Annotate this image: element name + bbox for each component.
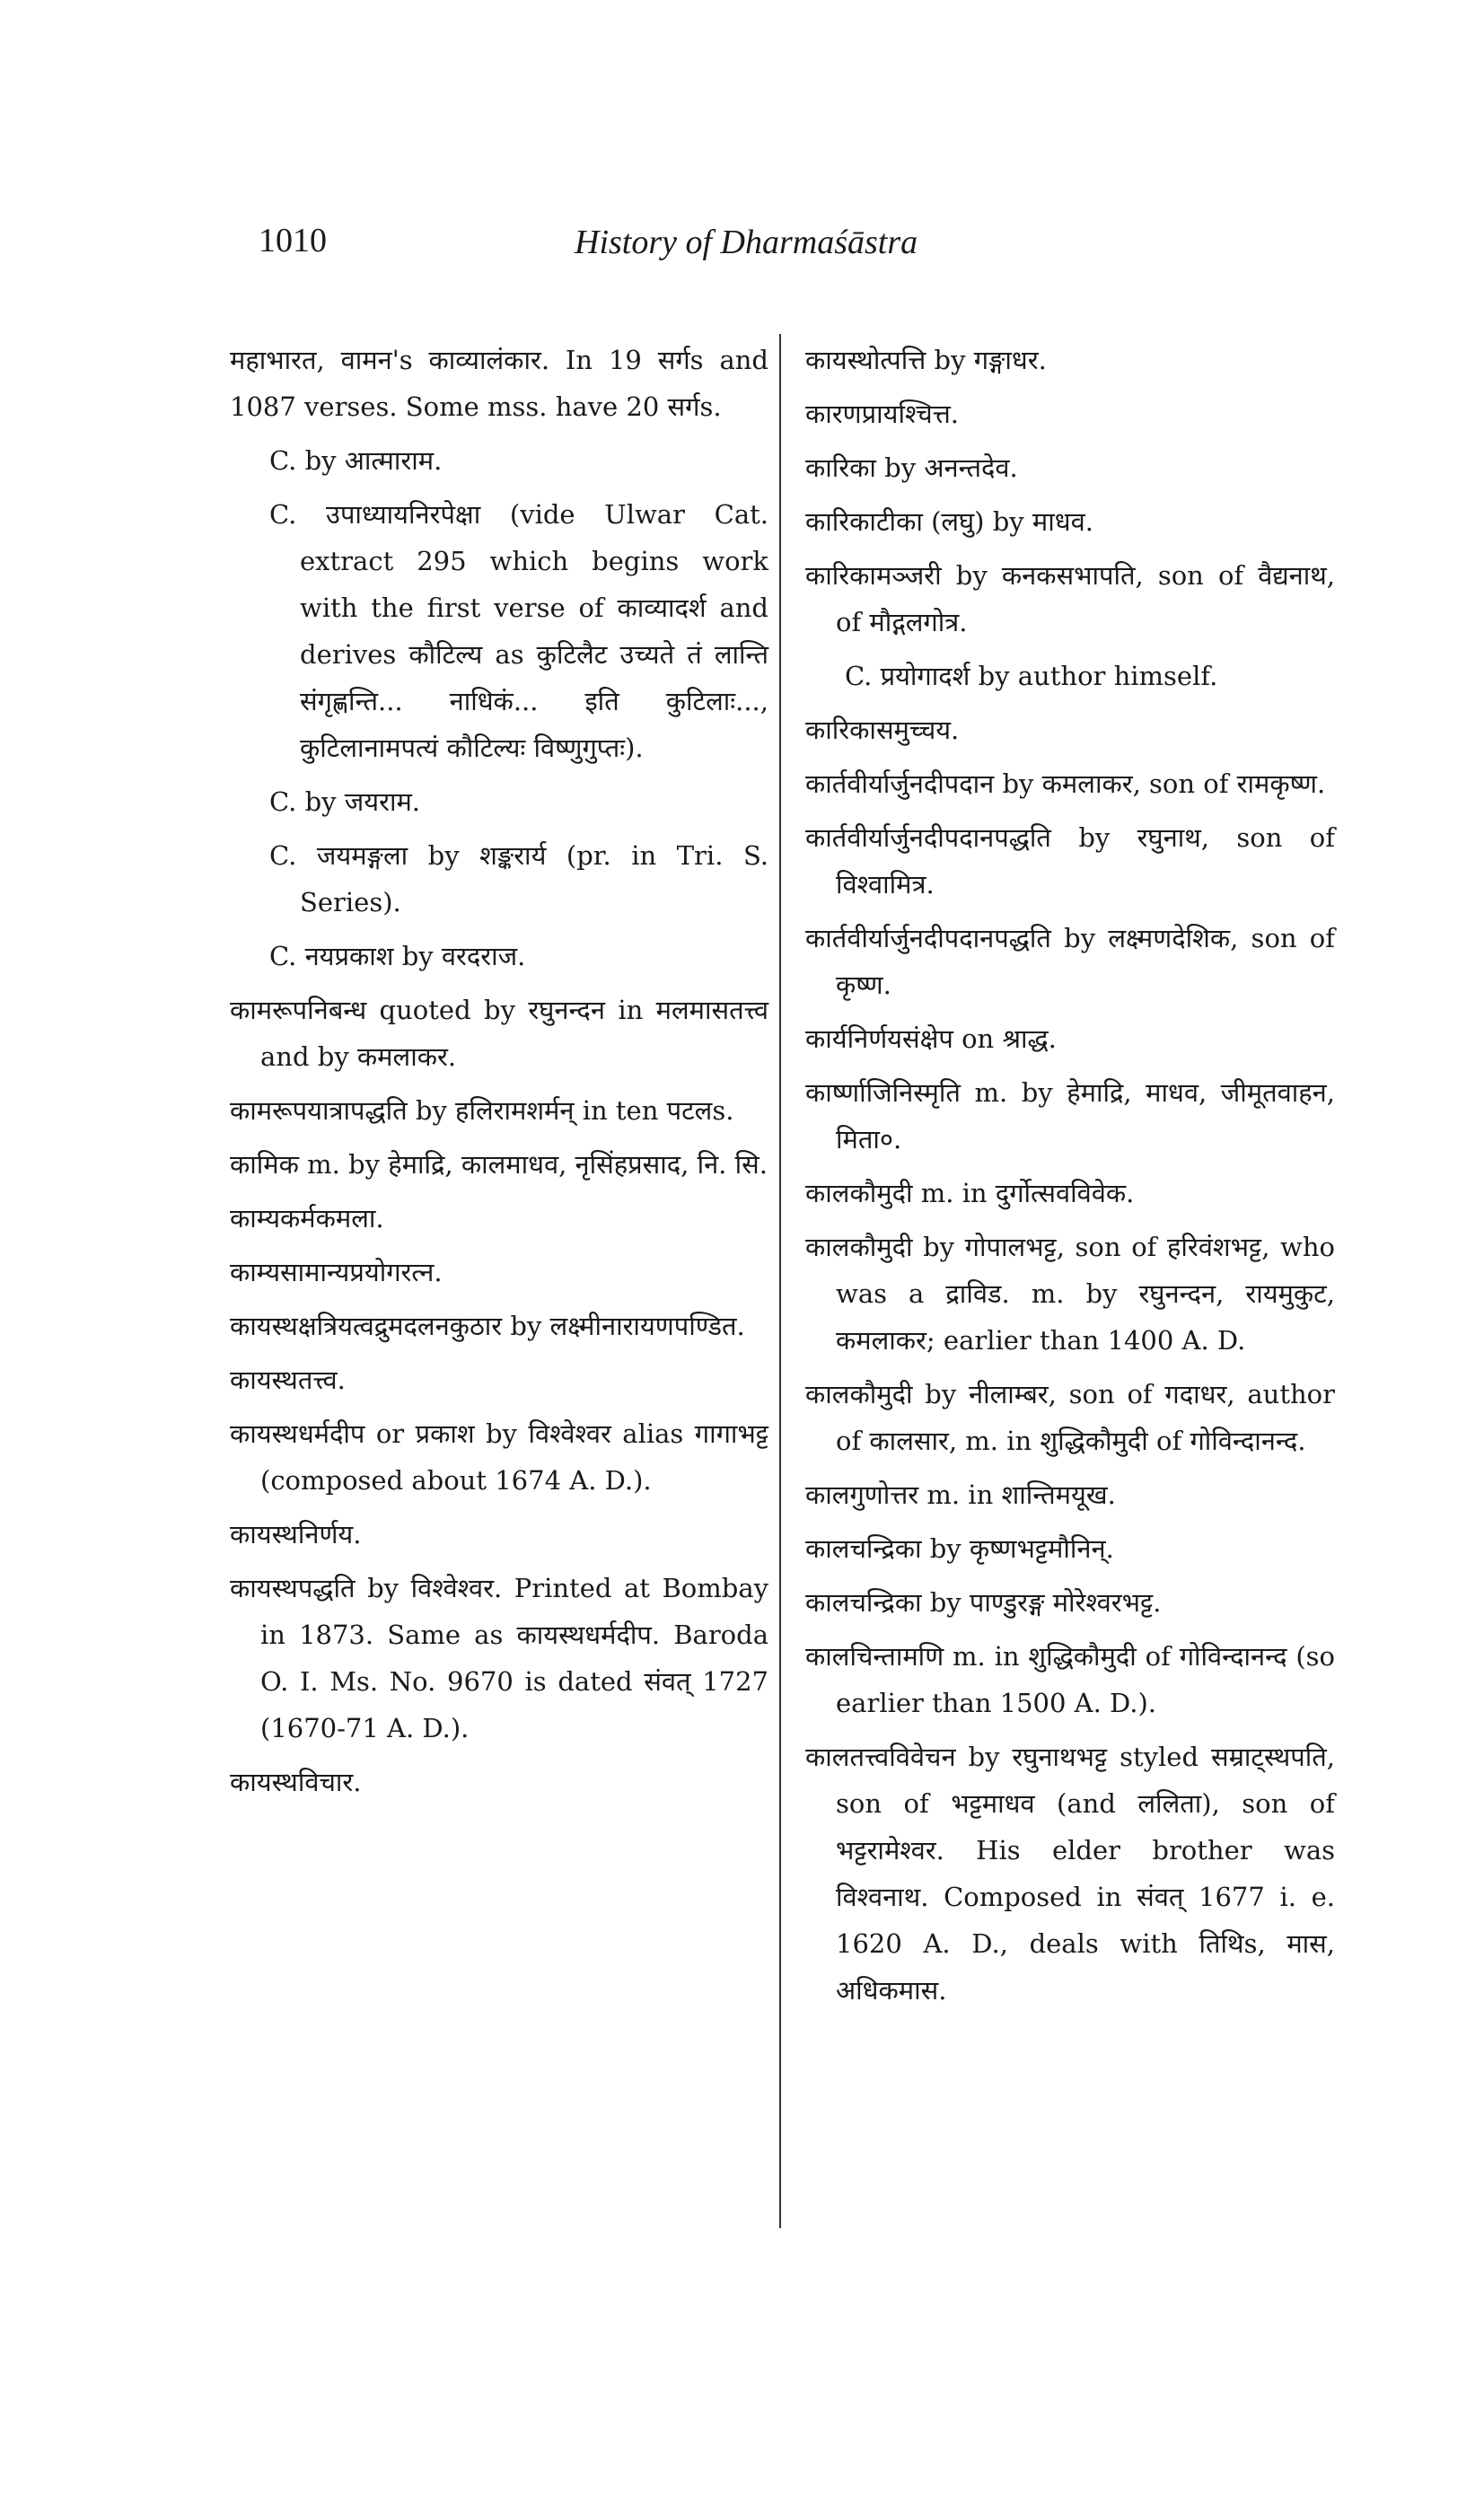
index-entry: कार्तवीर्यार्जुनदीपदानपद्धति by रघुनाथ, son of विश्वामित्र. — [805, 822, 1335, 900]
index-entry: कार्ष्णाजिनिस्मृति m. by हेमाद्रि, माधव, जीमूतवाहन, मिता०. — [805, 1077, 1335, 1154]
index-entry: कार्तवीर्यार्जुनदीपदान by कमलाकर, son of रामकृष्ण. — [805, 768, 1326, 799]
index-entry: कायस्थपद्धति by विश्वेश्वर. Printed at Bombay in 1873. Same as कायस्थधर्मदीप. Baroda O. I. Ms. No. 9670 is dated संवत् 1727 (1670-71 A. D.). — [230, 1573, 768, 1743]
column-divider — [779, 334, 781, 2228]
index-entry: कामिक m. by हेमाद्रि, कालमाधव, नृसिंहप्रसाद, नि. सि. — [230, 1149, 768, 1180]
running-title: History of Dharmaśāstra — [575, 224, 918, 261]
index-entry: कार्यनिर्णयसंक्षेप on श्राद्ध. — [805, 1023, 1057, 1054]
index-entry: कालचन्द्रिका by पाण्डुरङ्ग मोरेश्वरभट्ट. — [805, 1587, 1162, 1618]
commentary-entry: C. प्रयोगादर्श by author himself. — [845, 661, 1218, 691]
commentary-entry: C. by आत्माराम. — [269, 445, 443, 476]
index-entry: कारिकाटीका (लघु) by माधव. — [805, 506, 1093, 537]
commentary-entry: C. नयप्रकाश by वरदराज. — [269, 941, 526, 971]
index-entry: कालकौमुदी by नीलाम्बर, son of गदाधर, author of कालसार, m. in शुद्धिकौमुदी of गोविन्दानन्द. — [805, 1379, 1335, 1456]
index-entry: कायस्थविचार. — [230, 1767, 362, 1797]
index-entry: कार्तवीर्यार्जुनदीपदानपद्धति by लक्ष्मणदेशिक, son of कृष्ण. — [805, 923, 1335, 1000]
page-number: 1010 — [259, 222, 327, 259]
index-entry: कारिकासमुच्चय. — [805, 715, 960, 745]
commentary-entry: C. by जयराम. — [269, 786, 421, 817]
index-entry: काम्यकर्मकमला. — [230, 1203, 384, 1233]
commentary-entry: C. जयमङ्गला by शङ्करार्य (pr. in Tri. S. Series). — [269, 840, 768, 917]
index-entry: कालचन्द्रिका by कृष्णभट्टमौनिन्. — [805, 1533, 1114, 1564]
index-entry: कारिकामञ्जरी by कनकसभापति, son of वैद्यनाथ, of मौद्गलगोत्र. — [805, 560, 1335, 637]
index-entry: कायस्थतत्त्व. — [230, 1365, 346, 1395]
index-entry: महाभारत, वामन's काव्यालंकार. In 19 सर्गs and 1087 verses. Some mss. have 20 सर्गs. — [230, 345, 768, 422]
index-entry: कालकौमुदी by गोपालभट्ट, son of हरिवंशभट्ट, who was a द्राविड. m. by रघुनन्दन, रायमुकुट, कमलाकर; earlier than 1400 A. D. — [805, 1232, 1335, 1356]
index-entry: कायस्थक्षत्रियत्वद्रुमदलनकुठार by लक्ष्मीनारायणपण्डित. — [230, 1311, 745, 1341]
index-entry: कामरूपयात्रापद्धति by हलिरामशर्मन् in ten पटलs. — [230, 1095, 734, 1126]
right-column — [805, 337, 1335, 2021]
index-entry: काम्यसामान्यप्रयोगरत्न. — [230, 1257, 443, 1287]
index-entry: कारिका by अनन्तदेव. — [805, 452, 1018, 483]
index-entry: कालचिन्तामणि m. in शुद्धिकौमुदी of गोविन्दानन्द (so earlier than 1500 A. D.). — [805, 1641, 1335, 1718]
index-entry: कालतत्त्वविवेचन by रघुनाथभट्ट styled सम्राट्स्थपति, son of भट्टमाधव (and ललिता), son of भट्टरामेश्वर. His elder brother was विश्वनाथ. Composed in संवत् 1677 i. e. 1620 A. D., deals with तिथिs, मास, अधिकमास. — [805, 1742, 1335, 2006]
commentary-entry: C. उपाध्यायनिरपेक्षा (vide Ulwar Cat. extract 295 which begins work with the first verse of काव्यादर्श and derives कौटिल्य as कुटिलैट उच्यते तं लान्ति संगृह्णन्ति... नाधिकं... इति कुटिलाः..., कुटिलानामपत्यं कौटिल्यः विष्णुगुप्तः). — [269, 499, 768, 763]
index-entry: कायस्थोत्पत्ति by गङ्गाधर. — [805, 345, 1047, 375]
index-entry: कालकौमुदी m. in दुर्गोत्सवविवेक. — [805, 1178, 1135, 1208]
index-entry: कायस्थधर्मदीप or प्रकाश by विश्वेश्वर alias गागाभट्ट (composed about 1674 A. D.). — [230, 1418, 768, 1496]
left-column — [230, 337, 768, 1813]
index-entry: कामरूपनिबन्ध quoted by रघुनन्दन in मलमासतत्त्व and by कमलाकर. — [230, 995, 768, 1072]
index-entry: कारणप्रायश्चित्त. — [805, 399, 959, 429]
index-entry: कालगुणोत्तर m. in शान्तिमयूख. — [805, 1479, 1116, 1510]
index-entry: कायस्थनिर्णय. — [230, 1519, 362, 1549]
